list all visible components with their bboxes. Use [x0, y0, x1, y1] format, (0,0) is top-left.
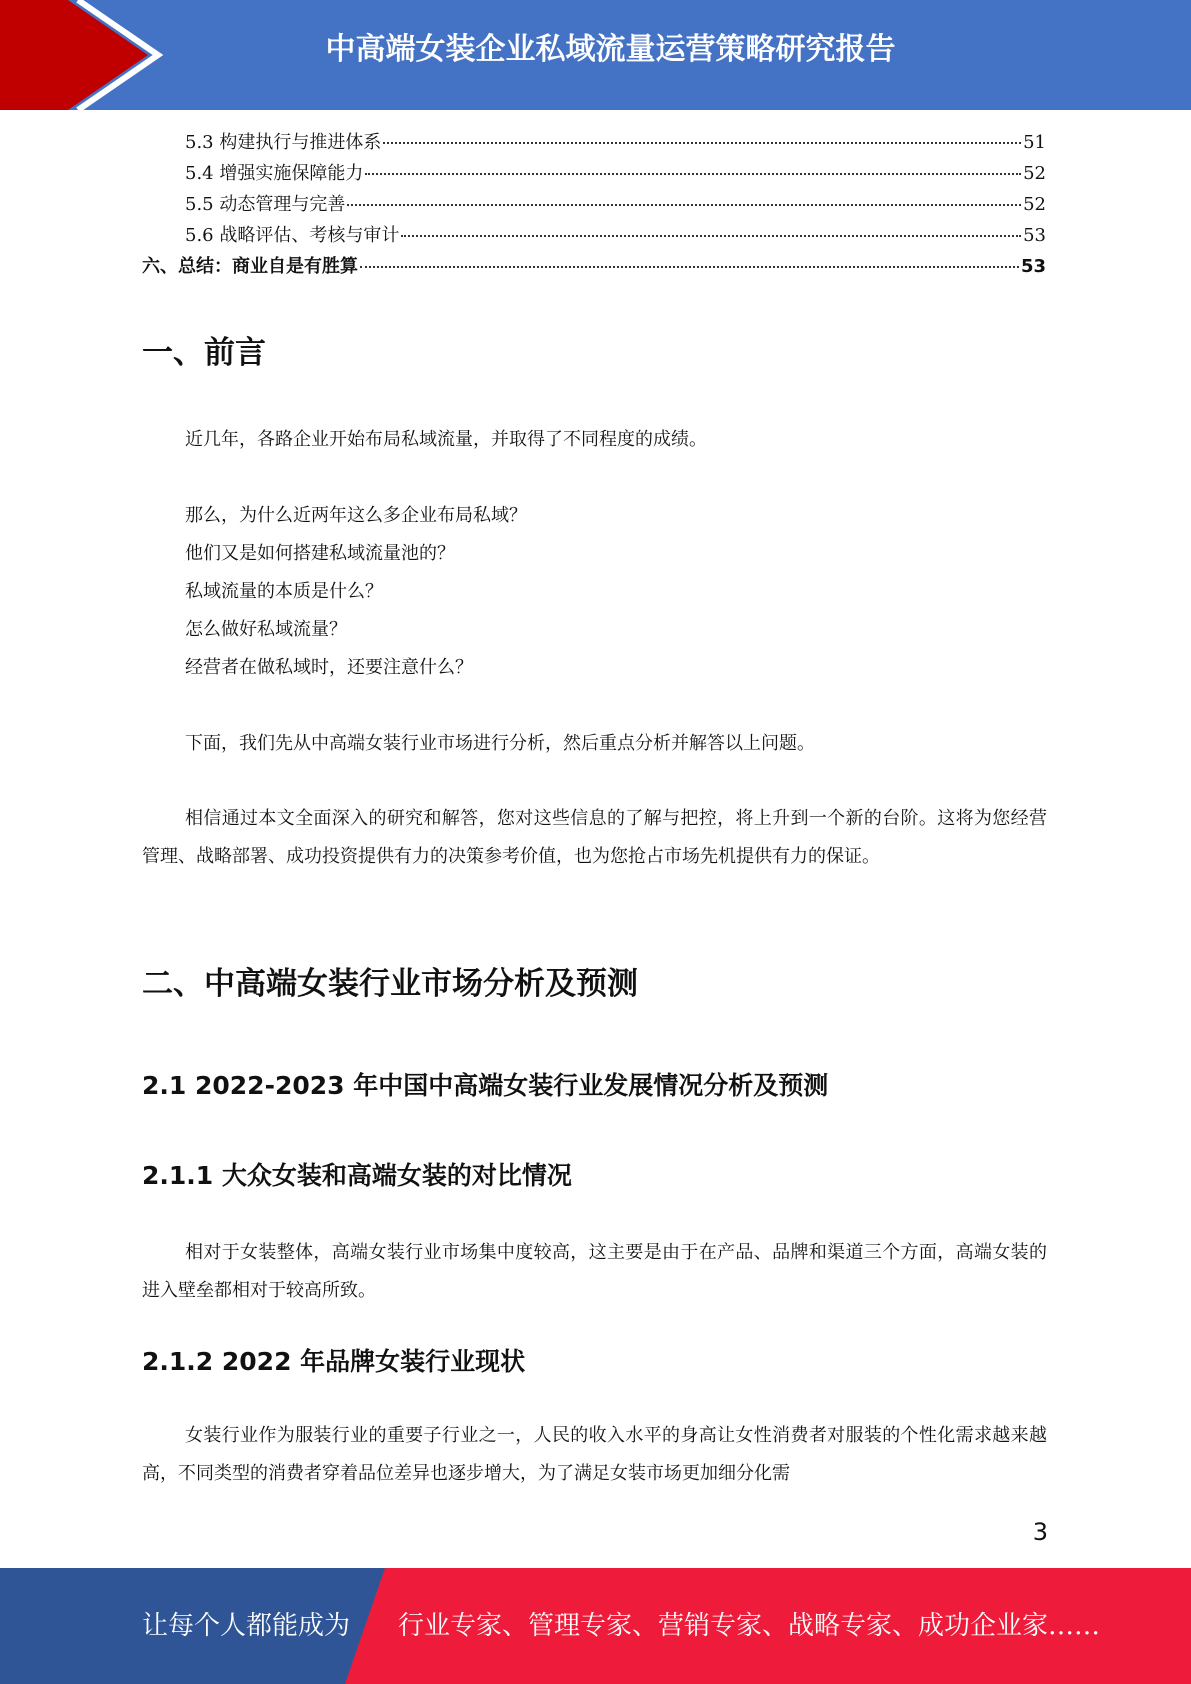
- section-heading-market: 二、中高端女装行业市场分析及预测: [142, 966, 638, 1002]
- question-item: 经营者在做私域时，还要注意什么？: [185, 657, 473, 678]
- toc-page: 52: [1023, 163, 1046, 184]
- toc-label: 六、总结：商业自是有胜算: [142, 256, 358, 277]
- toc-entry[interactable]: [142, 128, 1046, 159]
- footer-slogan-right: 行业专家、管理专家、营销专家、战略专家、成功企业家……: [398, 1611, 1101, 1641]
- toc-page: 53: [1023, 225, 1046, 246]
- toc-leader: [383, 142, 1021, 144]
- toc-entry[interactable]: [142, 221, 1046, 252]
- toc-leader: [401, 235, 1021, 237]
- toc-label: 5.6 战略评估、考核与审计: [185, 225, 400, 246]
- footer-slogan-left: 让每个人都能成为: [142, 1611, 351, 1641]
- subsection-heading: 2.1 2022-2023 年中国中高端女装行业发展情况分析及预测: [142, 1071, 829, 1100]
- toc-page: 53: [1020, 256, 1046, 277]
- question-item: 怎么做好私域流量？: [185, 619, 347, 640]
- table-of-contents: [142, 128, 1046, 283]
- paragraph: 女装行业作为服装行业的重要子行业之一，人民的收入水平的身高让女性消费者对服装的个性化需求越来越高，不同类型的消费者穿着品位差异也逐步增大，为了满足女装市场更加细分化需: [142, 1425, 1047, 1484]
- toc-entry[interactable]: [142, 190, 1046, 221]
- subsection-heading: 2.1.1 大众女装和高端女装的对比情况: [142, 1161, 572, 1190]
- toc-label: 5.5 动态管理与完善: [185, 194, 346, 215]
- toc-leader: [360, 266, 1019, 268]
- toc-entry[interactable]: [142, 159, 1046, 190]
- section-heading-preface: 一、前言: [142, 335, 266, 371]
- page-header: [0, 0, 1191, 110]
- toc-leader: [365, 173, 1021, 175]
- question-item: 他们又是如何搭建私域流量池的？: [185, 543, 455, 564]
- paragraph: 下面，我们先从中高端女装行业市场进行分析，然后重点分析并解答以上问题。: [185, 733, 815, 754]
- toc-page: 51: [1023, 132, 1046, 153]
- toc-label: 5.3 构建执行与推进体系: [185, 132, 382, 153]
- paragraph: 近几年，各路企业开始布局私域流量，并取得了不同程度的成绩。: [185, 429, 707, 450]
- page-number: 3: [1032, 1518, 1048, 1546]
- subsection-heading: 2.1.2 2022 年品牌女装行业现状: [142, 1347, 526, 1376]
- question-item: 那么，为什么近两年这么多企业布局私域？: [185, 505, 527, 526]
- header-title: 中高端女装企业私域流量运营策略研究报告: [325, 32, 896, 67]
- page-footer: [0, 1568, 1191, 1684]
- toc-entry-main[interactable]: [142, 252, 1046, 283]
- paragraph: 相对于女装整体，高端女装行业市场集中度较高，这主要是由于在产品、品牌和渠道三个方面，高端女装的进入壁垒都相对于较高所致。: [142, 1242, 1047, 1301]
- toc-label: 5.4 增强实施保障能力: [185, 163, 364, 184]
- toc-page: 52: [1023, 194, 1046, 215]
- question-item: 私域流量的本质是什么？: [185, 581, 383, 602]
- toc-leader: [347, 204, 1021, 206]
- paragraph: 相信通过本文全面深入的研究和解答，您对这些信息的了解与把控，将上升到一个新的台阶。这将为您经营管理、战略部署、成功投资提供有力的决策参考价值，也为您抢占市场先机提供有力的保证。: [142, 808, 1047, 867]
